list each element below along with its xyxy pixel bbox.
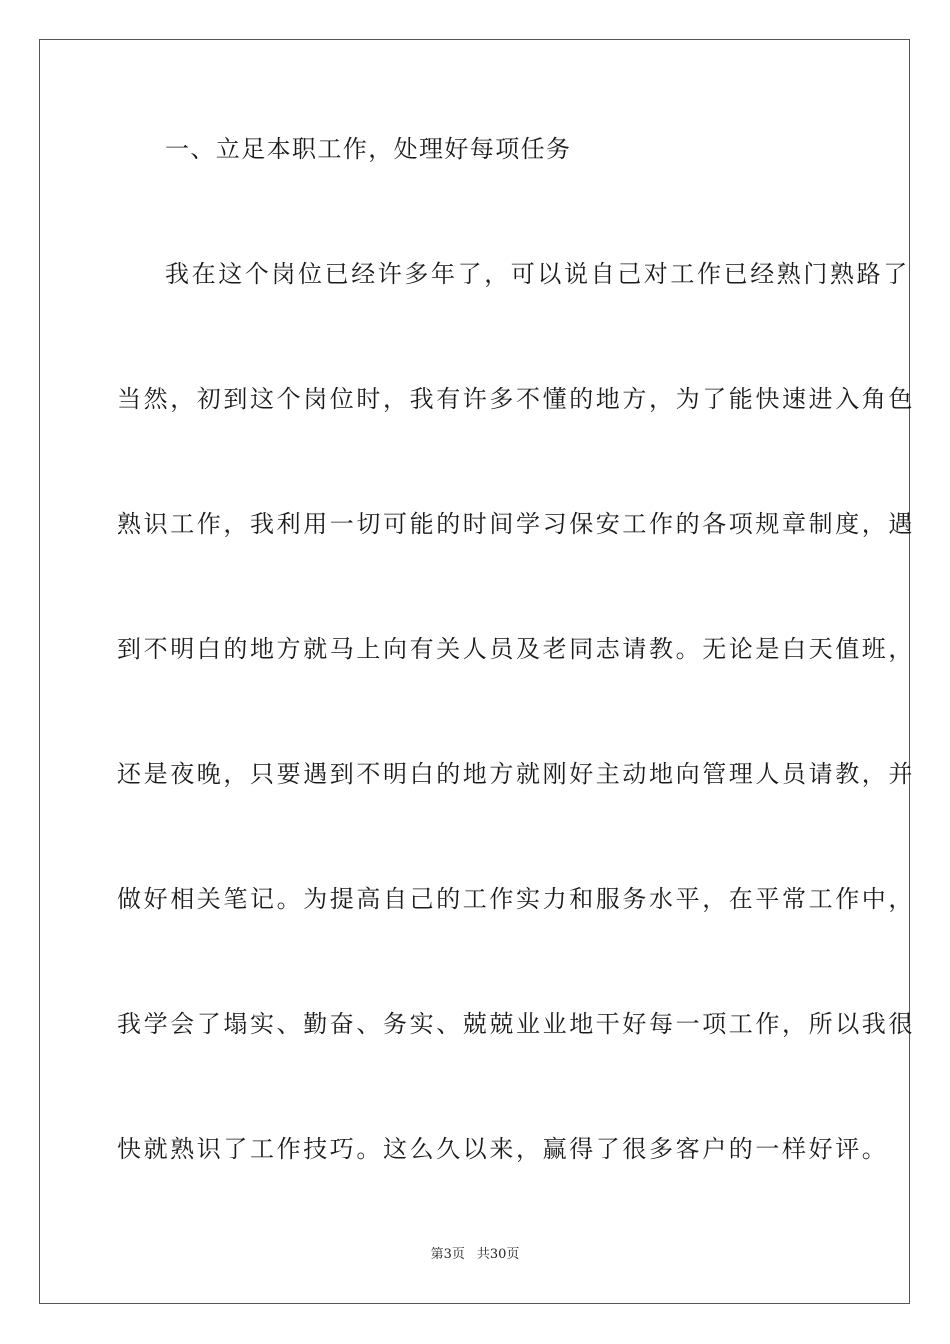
paragraph-line-3: 熟识工作，我利用一切可能的时间学习保安工作的各项规章制度，遇	[117, 510, 915, 538]
page-border	[39, 39, 910, 1304]
paragraph-line-6: 做好相关笔记。为提高自己的工作实力和服务水平，在平常工作中，	[117, 885, 915, 913]
paragraph-line-4: 到不明白的地方就马上向有关人员及老同志请教。无论是白天值班，	[117, 635, 915, 663]
section-heading: 一、立足本职工作，处理好每项任务	[165, 135, 572, 163]
paragraph-line-5: 还是夜晚，只要遇到不明白的地方就刚好主动地向管理人员请教，并	[117, 760, 915, 788]
total-pages: 共30页	[476, 1247, 520, 1262]
page-number: 第3页	[430, 1247, 465, 1262]
paragraph-line-7: 我学会了塌实、勤奋、务实、兢兢业业地干好每一项工作，所以我很	[117, 1010, 915, 1038]
page-footer	[0, 1246, 950, 1264]
paragraph-line-8: 快就熟识了工作技巧。这么久以来，赢得了很多客户的一样好评。	[117, 1135, 889, 1163]
paragraph-line-2: 当然，初到这个岗位时，我有许多不懂的地方，为了能快速进入角色	[117, 385, 915, 413]
paragraph-line-1: 我在这个岗位已经许多年了，可以说自己对工作已经熟门熟路了	[165, 260, 910, 288]
